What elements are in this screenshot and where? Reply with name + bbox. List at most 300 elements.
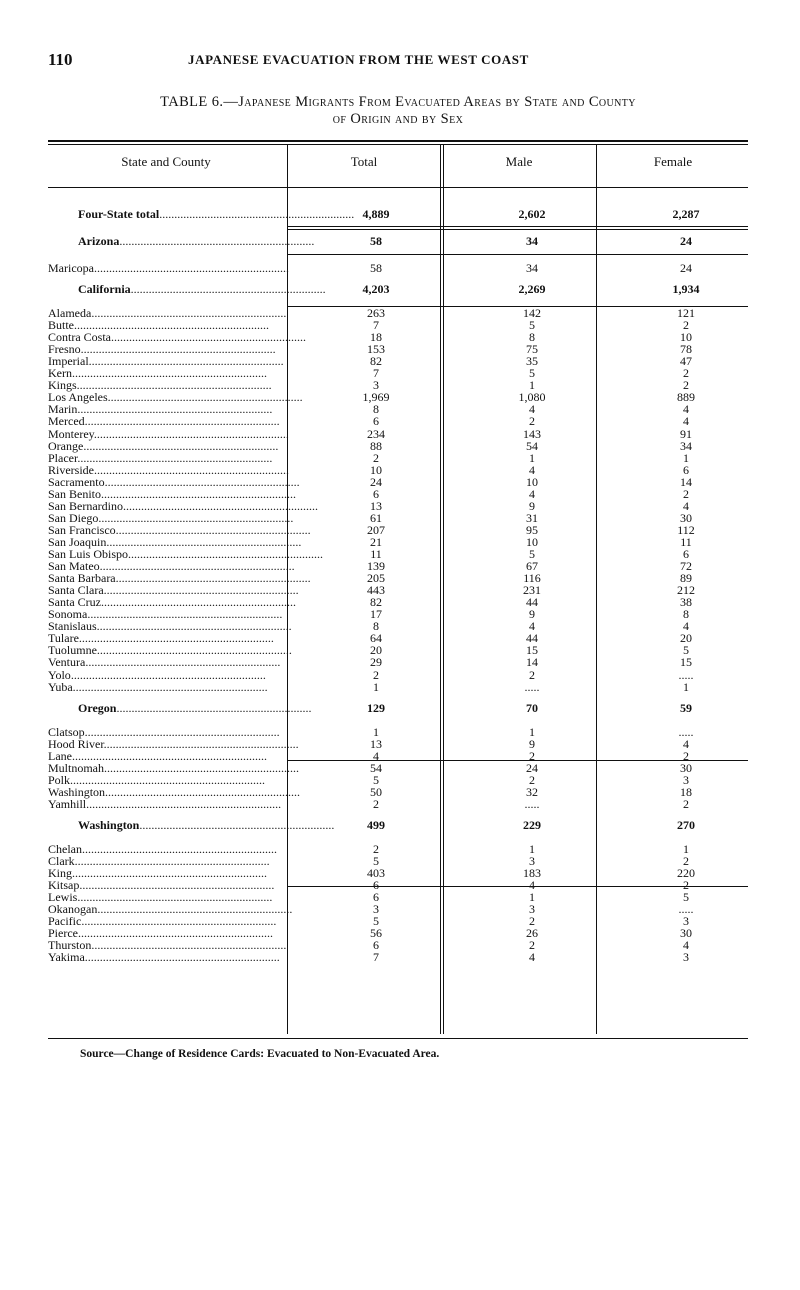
cell-total: 88 bbox=[370, 438, 382, 453]
cell-male: 4 bbox=[529, 619, 535, 634]
cell-total: 5 bbox=[373, 772, 379, 787]
cell-total: 82 bbox=[370, 595, 382, 610]
row-name-text: Santa Barbara bbox=[48, 571, 116, 586]
cell-total: 29 bbox=[370, 655, 382, 670]
cell-male: ..... bbox=[524, 796, 540, 811]
row-name-text: Kern bbox=[48, 366, 72, 381]
cell-total: 6 bbox=[373, 486, 379, 501]
cell-total: 2 bbox=[373, 450, 379, 465]
cell-male: 9 bbox=[529, 498, 535, 513]
leader-dots: ................................................................. bbox=[96, 643, 292, 658]
cell-female: ..... bbox=[678, 724, 694, 739]
cell-female: 10 bbox=[680, 330, 692, 345]
cell-total: 18 bbox=[370, 330, 382, 345]
leader-dots: ................................................................. bbox=[115, 522, 311, 537]
cell-female: 4 bbox=[683, 736, 689, 751]
cell-female: 30 bbox=[680, 760, 692, 775]
cell-female: ..... bbox=[678, 902, 694, 917]
cell-total: 1 bbox=[373, 724, 379, 739]
leader-dots: ................................................................. bbox=[105, 784, 301, 799]
cell-female: 1 bbox=[683, 450, 689, 465]
state-row-label bbox=[48, 207, 355, 221]
leader-dots: ................................................................. bbox=[88, 354, 284, 369]
cell-total: 7 bbox=[373, 318, 379, 333]
cell-male: 70 bbox=[526, 700, 538, 715]
row-name-text: Clatsop bbox=[48, 724, 85, 739]
cell-male: 32 bbox=[526, 784, 538, 799]
county-row-label bbox=[48, 951, 284, 963]
cell-total: 58 bbox=[370, 261, 382, 275]
cell-total: 263 bbox=[367, 306, 385, 320]
leader-dots: ................................................................. bbox=[104, 760, 299, 775]
row-name-text: Yamhill bbox=[48, 796, 87, 811]
top-rule bbox=[48, 140, 748, 142]
cell-male: 35 bbox=[526, 354, 538, 369]
cell-male: 34 bbox=[526, 234, 538, 248]
leader-dots: ................................................................. bbox=[71, 748, 267, 763]
bottom-rule bbox=[48, 1038, 748, 1039]
cell-total: 13 bbox=[370, 736, 382, 751]
row-name-text: Placer bbox=[48, 450, 78, 465]
cell-male: 31 bbox=[526, 510, 538, 525]
row-separator bbox=[287, 254, 748, 255]
cell-male: 2 bbox=[529, 938, 535, 953]
county-row-label bbox=[48, 798, 284, 810]
cell-female: 121 bbox=[677, 306, 695, 320]
leader-dots: ................................................................. bbox=[101, 595, 296, 610]
cell-male: 26 bbox=[526, 926, 538, 941]
cell-total: 5 bbox=[373, 853, 379, 868]
leader-dots: ................................................................. bbox=[99, 559, 295, 574]
leader-dots: ................................................................. bbox=[80, 342, 276, 357]
cell-female: 2 bbox=[683, 378, 689, 393]
row-name-text: Merced bbox=[48, 414, 85, 429]
cell-total: 5 bbox=[373, 914, 379, 929]
cell-female: 4 bbox=[683, 938, 689, 953]
row-name-text: Lewis bbox=[48, 890, 78, 905]
cell-male: ..... bbox=[524, 679, 540, 694]
leader-dots: ................................................................. bbox=[70, 772, 266, 787]
cell-male: 1 bbox=[529, 724, 535, 739]
row-name-text: Contra Costa bbox=[48, 330, 111, 345]
cell-female: 72 bbox=[680, 559, 692, 574]
cell-female: 2 bbox=[683, 853, 689, 868]
cell-female: 3 bbox=[683, 950, 689, 965]
row-name-text: Santa Cruz bbox=[48, 595, 101, 610]
cell-total: 3 bbox=[373, 902, 379, 917]
leader-dots: ................................................................. bbox=[119, 234, 315, 248]
row-name-text: Butte bbox=[48, 318, 74, 333]
cell-male: 8 bbox=[529, 330, 535, 345]
cell-female: 38 bbox=[680, 595, 692, 610]
cell-male: 44 bbox=[526, 595, 538, 610]
state-row-label bbox=[48, 235, 314, 247]
row-name-text: Pacific bbox=[48, 914, 82, 929]
row-name-text: Kitsap bbox=[48, 878, 80, 892]
leader-dots: ................................................................. bbox=[86, 796, 282, 811]
leader-dots: ................................................................. bbox=[78, 631, 274, 646]
leader-dots: ................................................................. bbox=[76, 378, 272, 393]
cell-total: 4,889 bbox=[362, 207, 390, 221]
row-name-text: Yakima bbox=[48, 950, 85, 965]
cell-female: 2 bbox=[683, 878, 689, 892]
cell-total: 61 bbox=[370, 510, 382, 525]
cell-female: 2,287 bbox=[672, 207, 700, 221]
leader-dots: ................................................................. bbox=[72, 865, 267, 880]
cell-male: 15 bbox=[526, 643, 538, 658]
leader-dots: ................................................................. bbox=[77, 926, 273, 941]
cell-female: 18 bbox=[680, 784, 692, 799]
leader-dots: ................................................................. bbox=[84, 414, 280, 429]
cell-female: 4 bbox=[683, 498, 689, 513]
cell-total: 50 bbox=[370, 784, 382, 799]
cell-male: 2 bbox=[529, 667, 535, 682]
cell-male: 2,602 bbox=[518, 207, 546, 221]
leader-dots: ................................................................. bbox=[91, 306, 287, 320]
leader-dots: ................................................................. bbox=[82, 841, 277, 856]
header-rule bbox=[48, 187, 748, 188]
column-header-male: Male bbox=[505, 154, 533, 169]
row-name-text: Pierce bbox=[48, 926, 78, 941]
row-name-text: California bbox=[78, 282, 131, 296]
cell-male: 3 bbox=[529, 853, 535, 868]
cell-female: 15 bbox=[680, 655, 692, 670]
cell-female: 24 bbox=[680, 234, 692, 248]
row-separator bbox=[287, 229, 748, 230]
row-name-text: Tulare bbox=[48, 631, 79, 646]
cell-male: 229 bbox=[523, 817, 541, 832]
cell-female: 91 bbox=[680, 426, 692, 441]
leader-dots: ................................................................. bbox=[79, 878, 275, 892]
cell-male: 1 bbox=[529, 450, 535, 465]
cell-female: 8 bbox=[683, 607, 689, 622]
row-name-text: Marin bbox=[48, 402, 78, 417]
cell-male: 95 bbox=[526, 522, 538, 537]
cell-male: 231 bbox=[523, 583, 541, 598]
leader-dots: ................................................................. bbox=[106, 534, 302, 549]
cell-female: 3 bbox=[683, 914, 689, 929]
cell-total: 7 bbox=[373, 950, 379, 965]
cell-female: 14 bbox=[680, 474, 692, 489]
cell-female: 2 bbox=[683, 486, 689, 501]
leader-dots: ................................................................. bbox=[84, 724, 280, 739]
cell-female: 4 bbox=[683, 414, 689, 429]
state-row-label bbox=[48, 702, 314, 714]
row-name-text: Riverside bbox=[48, 462, 94, 477]
leader-dots: ................................................................. bbox=[72, 366, 267, 381]
cell-total: 8 bbox=[373, 402, 379, 417]
cell-total: 2 bbox=[373, 796, 379, 811]
cell-female: 6 bbox=[683, 462, 689, 477]
cell-total: 3 bbox=[373, 378, 379, 393]
leader-dots: ................................................................. bbox=[77, 450, 273, 465]
leader-dots: ................................................................. bbox=[77, 890, 273, 905]
cell-total: 129 bbox=[367, 700, 385, 715]
row-name-text: San Joaquin bbox=[48, 534, 107, 549]
cell-male: 1,080 bbox=[518, 390, 546, 405]
top-rule-inner bbox=[48, 144, 748, 145]
leader-dots: ................................................................. bbox=[93, 426, 289, 441]
cell-total: 2 bbox=[373, 841, 379, 856]
cell-total: 7 bbox=[373, 366, 379, 381]
cell-total: 6 bbox=[373, 878, 379, 892]
column-header-state-county: State and County bbox=[121, 154, 211, 169]
leader-dots: ................................................................. bbox=[77, 402, 273, 417]
page-number: 110 bbox=[48, 50, 73, 69]
cell-male: 67 bbox=[526, 559, 538, 574]
row-name-text: Thurston bbox=[48, 938, 92, 953]
cell-male: 3 bbox=[529, 902, 535, 917]
row-name-text: San Diego bbox=[48, 510, 99, 525]
cell-male: 44 bbox=[526, 631, 538, 646]
leader-dots: ................................................................. bbox=[103, 583, 299, 598]
cell-male: 4 bbox=[529, 950, 535, 965]
row-name-text: Four-State total bbox=[78, 207, 160, 221]
leader-dots: ................................................................. bbox=[74, 318, 269, 333]
leader-dots: ................................................................. bbox=[103, 736, 299, 751]
state-row-label bbox=[48, 282, 326, 296]
row-name-text: Okanogan bbox=[48, 902, 98, 917]
cell-male: 2 bbox=[529, 772, 535, 787]
row-name-text: Alameda bbox=[48, 306, 92, 320]
cell-male: 2 bbox=[529, 748, 535, 763]
cell-total: 207 bbox=[367, 522, 385, 537]
row-name-text: San Mateo bbox=[48, 559, 100, 574]
cell-male: 2,269 bbox=[518, 282, 546, 296]
leader-dots: ................................................................. bbox=[85, 655, 281, 670]
table-title-line1: TABLE 6.—Japanese Migrants From Evacuated Areas by State and County bbox=[160, 94, 636, 110]
row-name-text: Ventura bbox=[48, 655, 86, 670]
cell-female: 4 bbox=[683, 402, 689, 417]
cell-male: 2 bbox=[529, 914, 535, 929]
cell-female: 34 bbox=[680, 438, 692, 453]
cell-total: 6 bbox=[373, 414, 379, 429]
leader-dots: ................................................................. bbox=[130, 282, 326, 296]
leader-dots: ................................................................. bbox=[84, 950, 280, 965]
row-name-text: San Bernardino bbox=[48, 498, 123, 513]
row-name-text: Clark bbox=[48, 853, 75, 868]
cell-female: ..... bbox=[678, 667, 694, 682]
cell-female: 47 bbox=[680, 354, 692, 369]
cell-male: 75 bbox=[526, 342, 538, 357]
cell-female: 24 bbox=[680, 261, 692, 275]
source-note: Source—Change of Residence Cards: Evacuated to Non-Evacuated Area. bbox=[80, 1048, 440, 1060]
leader-dots: ................................................................. bbox=[128, 547, 324, 561]
cell-male: 183 bbox=[523, 865, 541, 880]
row-name-text: Los Angeles bbox=[48, 390, 108, 405]
running-head: JAPANESE EVACUATION FROM THE WEST COAST bbox=[188, 52, 529, 67]
cell-male: 4 bbox=[529, 878, 535, 892]
column-header-female: Female bbox=[653, 154, 693, 169]
row-name-text: Fresno bbox=[48, 342, 81, 357]
row-name-text: Maricopa bbox=[48, 261, 94, 275]
cell-female: 270 bbox=[677, 817, 695, 832]
row-name-text: San Benito bbox=[48, 486, 101, 501]
cell-male: 5 bbox=[529, 366, 535, 381]
row-name-text: San Francisco bbox=[48, 522, 116, 537]
leader-dots: ................................................................. bbox=[98, 510, 294, 525]
leader-dots: ................................................................. bbox=[83, 438, 279, 453]
row-name-text: Santa Clara bbox=[48, 583, 104, 598]
column-divider bbox=[443, 145, 444, 1034]
leader-dots: ................................................................. bbox=[111, 330, 306, 345]
cell-male: 4 bbox=[529, 486, 535, 501]
row-separator bbox=[287, 226, 748, 227]
cell-female: 220 bbox=[677, 865, 695, 880]
cell-male: 5 bbox=[529, 318, 535, 333]
cell-total: 1,969 bbox=[362, 390, 390, 405]
table-title-line2: of Origin and by Sex bbox=[332, 111, 464, 127]
cell-female: 889 bbox=[677, 390, 695, 405]
column-header-total: Total bbox=[350, 154, 378, 169]
row-name-text: Multnomah bbox=[48, 760, 104, 775]
cell-female: 2 bbox=[683, 318, 689, 333]
row-name-text: Yuba bbox=[48, 679, 73, 694]
cell-total: 153 bbox=[367, 342, 385, 357]
cell-total: 54 bbox=[370, 760, 382, 775]
cell-female: 1,934 bbox=[672, 282, 700, 296]
cell-male: 1 bbox=[529, 841, 535, 856]
cell-total: 17 bbox=[370, 607, 382, 622]
leader-dots: ................................................................. bbox=[93, 261, 289, 275]
cell-male: 9 bbox=[529, 736, 535, 751]
cell-total: 1 bbox=[373, 679, 379, 694]
cell-female: 30 bbox=[680, 510, 692, 525]
cell-male: 143 bbox=[523, 426, 541, 441]
leader-dots: ................................................................. bbox=[87, 607, 283, 622]
cell-female: 112 bbox=[677, 522, 695, 537]
cell-male: 116 bbox=[523, 571, 541, 586]
row-name-text: Imperial bbox=[48, 354, 89, 369]
county-row-label bbox=[48, 681, 284, 693]
row-name-text: Tuolumne bbox=[48, 643, 97, 658]
cell-total: 10 bbox=[370, 462, 382, 477]
cell-male: 54 bbox=[526, 438, 538, 453]
leader-dots: ................................................................. bbox=[116, 700, 312, 715]
leader-dots: ................................................................. bbox=[101, 486, 296, 501]
cell-female: 2 bbox=[683, 796, 689, 811]
cell-total: 64 bbox=[370, 631, 382, 646]
cell-female: 212 bbox=[677, 583, 695, 598]
cell-total: 8 bbox=[373, 619, 379, 634]
cell-total: 11 bbox=[370, 547, 382, 561]
cell-total: 4 bbox=[373, 748, 379, 763]
leader-dots: ................................................................. bbox=[122, 498, 318, 513]
cell-total: 499 bbox=[367, 817, 385, 832]
cell-female: 78 bbox=[680, 342, 692, 357]
cell-male: 14 bbox=[526, 655, 538, 670]
cell-female: 11 bbox=[680, 534, 692, 549]
cell-total: 21 bbox=[370, 534, 382, 549]
row-name-text: Lane bbox=[48, 748, 72, 763]
leader-dots: ................................................................. bbox=[107, 390, 303, 405]
column-divider bbox=[596, 145, 597, 1034]
cell-female: 1 bbox=[683, 679, 689, 694]
cell-female: 20 bbox=[680, 631, 692, 646]
cell-female: 2 bbox=[683, 748, 689, 763]
cell-male: 142 bbox=[523, 306, 541, 320]
leader-dots: ................................................................. bbox=[91, 938, 287, 953]
cell-total: 56 bbox=[370, 926, 382, 941]
table-title bbox=[48, 94, 748, 128]
row-name-text: Washington bbox=[48, 784, 106, 799]
leader-dots: ................................................................. bbox=[72, 679, 268, 694]
cell-female: 1 bbox=[683, 841, 689, 856]
cell-male: 2 bbox=[529, 414, 535, 429]
row-name-text: Sacramento bbox=[48, 474, 105, 489]
cell-total: 234 bbox=[367, 426, 385, 441]
row-name-text: Kings bbox=[48, 378, 77, 393]
cell-total: 13 bbox=[370, 498, 382, 513]
row-name-text: San Luis Obispo bbox=[48, 547, 129, 561]
cell-total: 205 bbox=[367, 571, 385, 586]
cell-male: 1 bbox=[529, 378, 535, 393]
row-name-text: Monterey bbox=[48, 426, 94, 441]
leader-dots: ................................................................. bbox=[70, 667, 266, 682]
cell-male: 24 bbox=[526, 760, 538, 775]
cell-female: 4 bbox=[683, 619, 689, 634]
leader-dots: ................................................................. bbox=[81, 914, 277, 929]
cell-female: 3 bbox=[683, 772, 689, 787]
cell-female: 6 bbox=[683, 547, 689, 561]
cell-male: 4 bbox=[529, 462, 535, 477]
page-header bbox=[48, 50, 748, 74]
cell-male: 1 bbox=[529, 890, 535, 905]
leader-dots: ................................................................. bbox=[94, 462, 289, 477]
cell-total: 24 bbox=[370, 474, 382, 489]
column-divider bbox=[440, 145, 441, 1034]
cell-total: 6 bbox=[373, 890, 379, 905]
cell-female: 5 bbox=[683, 643, 689, 658]
row-name-text: Hood River bbox=[48, 736, 104, 751]
row-name-text: Yolo bbox=[48, 667, 71, 682]
row-name-text: King bbox=[48, 865, 72, 880]
leader-dots: ................................................................. bbox=[74, 853, 270, 868]
cell-total: 139 bbox=[367, 559, 385, 574]
state-row-label bbox=[48, 817, 335, 832]
row-name-text: Sonoma bbox=[48, 607, 88, 622]
cell-male: 5 bbox=[529, 547, 535, 561]
row-name-text: Washington bbox=[78, 817, 140, 832]
cell-male: 9 bbox=[529, 607, 535, 622]
cell-total: 82 bbox=[370, 354, 382, 369]
cell-total: 4,203 bbox=[362, 282, 390, 296]
row-name-text: Arizona bbox=[78, 234, 120, 248]
leader-dots: ................................................................. bbox=[104, 474, 300, 489]
cell-female: 2 bbox=[683, 366, 689, 381]
cell-total: 403 bbox=[367, 865, 385, 880]
leader-dots: ................................................................. bbox=[159, 207, 355, 221]
row-name-text: Stanislaus bbox=[48, 619, 97, 634]
cell-female: 5 bbox=[683, 890, 689, 905]
cell-male: 4 bbox=[529, 402, 535, 417]
cell-total: 2 bbox=[373, 667, 379, 682]
leader-dots: ................................................................. bbox=[97, 902, 293, 917]
row-name-text: Orange bbox=[48, 438, 84, 453]
cell-male: 10 bbox=[526, 474, 538, 489]
cell-total: 6 bbox=[373, 938, 379, 953]
cell-male: 34 bbox=[526, 261, 538, 275]
cell-female: 89 bbox=[680, 571, 692, 586]
cell-total: 443 bbox=[367, 583, 385, 598]
cell-female: 59 bbox=[680, 700, 692, 715]
leader-dots: ................................................................. bbox=[115, 571, 311, 586]
row-name-text: Oregon bbox=[78, 700, 117, 715]
cell-total: 58 bbox=[370, 234, 382, 248]
cell-female: 30 bbox=[680, 926, 692, 941]
row-name-text: Polk bbox=[48, 772, 71, 787]
leader-dots: ................................................................. bbox=[139, 817, 335, 832]
